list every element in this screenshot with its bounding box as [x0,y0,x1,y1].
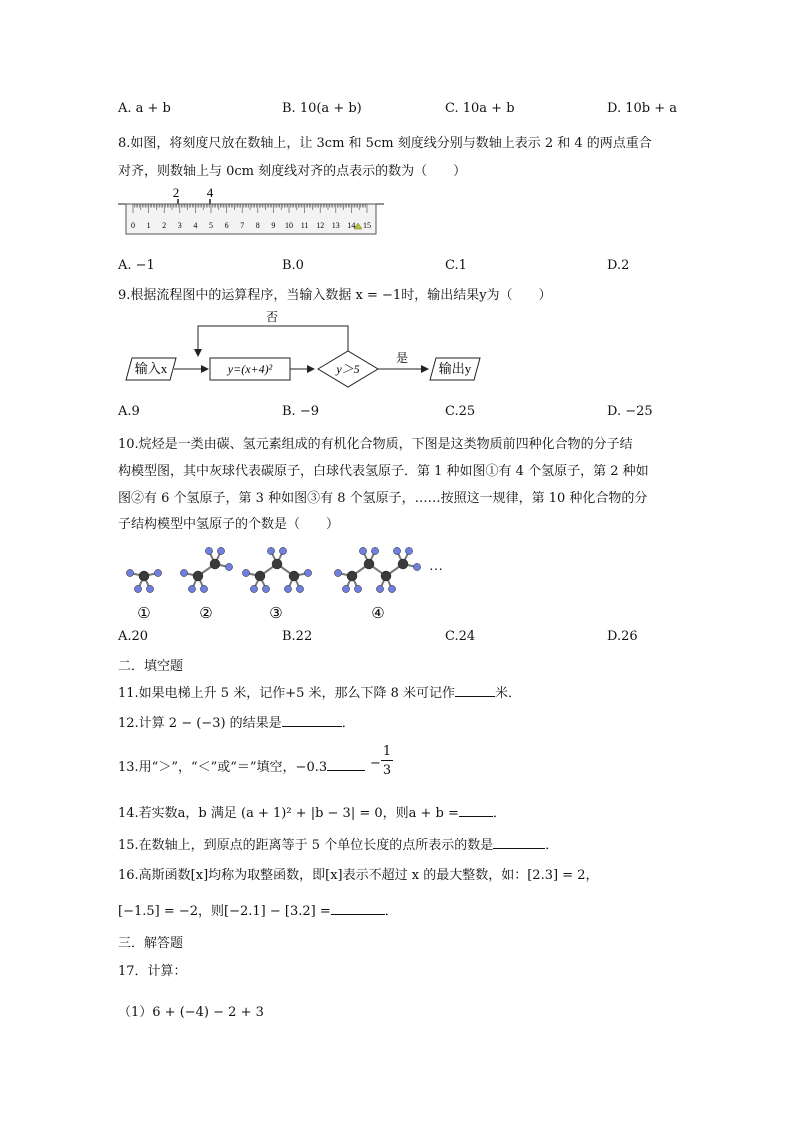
ruler-number: 2 [162,221,167,230]
q8-ruler-figure [118,184,384,242]
carbon-atom [381,571,391,581]
q11-text: 11.如果电梯上升 5 米，记作+5 米，那么下降 8 米可记作 [118,686,456,701]
q8-option-c: C.1 [445,258,467,273]
hydrogen-atom [134,585,141,592]
q8-option-b: B.0 [282,258,304,273]
q15-blank [493,836,545,849]
q9-flowchart [124,306,486,388]
hydrogen-atom [242,569,249,576]
ruler-label-2: 2 [172,185,180,200]
q11-blank [455,684,495,697]
ruler-number: 14 [347,221,356,230]
q16-line1: 16.高斯函数[x]均称为取整函数，即[x]表示不超过 x 的最大整数，如：[2.3] = 2， [118,868,599,883]
q13-blank [327,758,365,771]
ruler-number: 10 [285,221,293,230]
hydrogen-atom [146,585,153,592]
carbon-atom [347,571,357,581]
hydrogen-atom [217,547,224,554]
q16-text-end: ． [384,904,398,919]
flow-condition-label: y＞5 [336,362,360,376]
ruler-number: 8 [255,221,260,230]
ruler-number: 3 [177,221,182,230]
q8-stem-line2: 对齐，则数轴上与 0cm 刻度线对齐的点表示的数为（ ） [118,164,467,179]
carbon-atom [210,559,220,569]
hydrogen-atom [200,585,207,592]
ruler-number: 12 [316,221,325,230]
carbon-atom [255,571,265,581]
molecule-label-3: ③ [269,606,283,622]
ruler-number: 7 [240,221,245,230]
q16-line2 [118,900,398,919]
flow-input-label: 输入x [134,361,168,376]
hydrogen-atom [225,563,232,570]
q7-option-d: D. 10b + a [607,101,677,116]
hydrogen-atom [413,563,420,570]
ruler-number: 11 [300,221,309,230]
q15-text-end: ． [545,838,559,853]
q8-option-a: A. −1 [118,258,155,273]
q10-stem-line3: 图②有 6 个氢原子，第 3 种如图③有 8 个氢原子，……按照这一规律，第 10 种化合物的分 [118,491,648,506]
q12-blank [282,714,342,727]
carbon-atom [289,571,299,581]
q13-fraction-num: 1 [382,744,392,759]
q15 [118,834,558,853]
hydrogen-atom [296,585,303,592]
ruler-number: 5 [209,221,213,230]
q10-option-c: C.24 [445,629,476,644]
hydrogen-atom [154,569,161,576]
hydrogen-atom [354,585,361,592]
molecule-label-1: ① [137,606,151,622]
q7-option-a: A. a + b [118,101,171,116]
hydrogen-atom [126,569,133,576]
molecule-ellipsis: … [429,559,443,574]
ruler-number: 0 [131,221,135,230]
q9-option-c: C.25 [445,404,476,419]
q13-minus: − [370,756,381,771]
ruler-number: 6 [224,221,229,230]
hydrogen-atom [388,585,395,592]
q11 [118,682,521,701]
q16-text: [−1.5] = −2，则[−2.1] − [3.2] = [118,904,331,919]
q10-molecule-figure [118,538,458,624]
flow-yes-label: 是 [395,351,409,365]
q14-text-end: ． [492,806,506,821]
q17-title: 17．计算： [118,964,187,979]
hydrogen-atom [376,585,383,592]
hydrogen-atom [205,547,212,554]
hydrogen-atom [188,585,195,592]
ruler-number: 13 [331,221,340,230]
carbon-atom [139,571,149,581]
q10-stem-line1: 10.烷烃是一类由碳、氢元素组成的有机化合物质，下图是这类物质前四种化合物的分子结 [118,437,633,452]
q8-option-d: D.2 [607,258,630,273]
hydrogen-atom [334,569,341,576]
q11-text-end: 米． [495,686,522,701]
q10-option-d: D.26 [607,629,638,644]
hydrogen-atom [304,569,311,576]
q14-blank [459,804,493,817]
molecule-label-4: ④ [371,606,385,622]
section-heading-fill-in: 二．填空题 [118,659,184,674]
q14 [118,802,506,821]
flow-no-label: 否 [265,310,279,324]
ruler-label-4: 4 [206,185,214,200]
hydrogen-atom [279,547,286,554]
q9-stem: 9.根据流程图中的运算程序，当输入数据 x = −1时，输出结果y为（ ） [118,288,552,303]
q17-part1: （1）6 + (−4) − 2 + 3 [118,1005,264,1020]
hydrogen-atom [284,585,291,592]
carbon-atom [364,559,374,569]
q13-text: 13.用“＞”，“＜”或“＝”填空，−0.3 [118,760,328,775]
carbon-atom [193,571,203,581]
hydrogen-atom [371,547,378,554]
hydrogen-atom [359,547,366,554]
carbon-atom [398,559,408,569]
q12 [118,712,355,731]
section-heading-solve: 三．解答题 [118,936,184,951]
q10-stem-line4: 子结构模型中氢原子的个数是（ ） [118,517,340,532]
flow-formula-label: y=(x+4)² [227,362,273,376]
ruler-number: 15 [363,221,371,230]
hydrogen-atom [405,547,412,554]
q8-stem-line1: 8.如图，将刻度尺放在数轴上，让 3cm 和 5cm 刻度线分别与数轴上表示 2 和 4 的两点重合 [118,136,652,151]
q9-option-a: A.9 [118,404,140,419]
hydrogen-atom [180,569,187,576]
q14-text: 14.若实数a，b 满足 (a + 1)² + |b − 3| = 0，则a + b = [118,806,459,821]
q10-stem-line2: 构模型图，其中灰球代表碳原子，白球代表氢原子．第 1 种如图①有 4 个氢原子，第 2 种如 [118,464,649,479]
hydrogen-atom [342,585,349,592]
q12-text-end: ． [341,716,355,731]
q9-option-d: D. −25 [607,404,653,419]
q10-option-b: B.22 [282,629,313,644]
ruler-number: 4 [193,221,198,230]
q7-option-c: C. 10a + b [445,101,515,116]
hydrogen-atom [250,585,257,592]
q15-text: 15.在数轴上，到原点的距离等于 5 个单位长度的点所表示的数是 [118,838,494,853]
q12-text: 12.计算 2 − (−3) 的结果是 [118,716,282,731]
hydrogen-atom [262,585,269,592]
carbon-atom [272,559,282,569]
ruler-number: 1 [146,221,151,230]
q10-option-a: A.20 [118,629,149,644]
flow-output-label: 输出y [438,361,472,376]
ruler-number: 9 [271,221,276,230]
q7-option-b: B. 10(a + b) [282,101,362,116]
q9-option-b: B. −9 [282,404,319,419]
molecule-label-2: ② [199,606,213,622]
hydrogen-atom [393,547,400,554]
hydrogen-atom [267,547,274,554]
q13-fraction-den: 3 [382,763,392,778]
q16-blank [331,902,385,915]
